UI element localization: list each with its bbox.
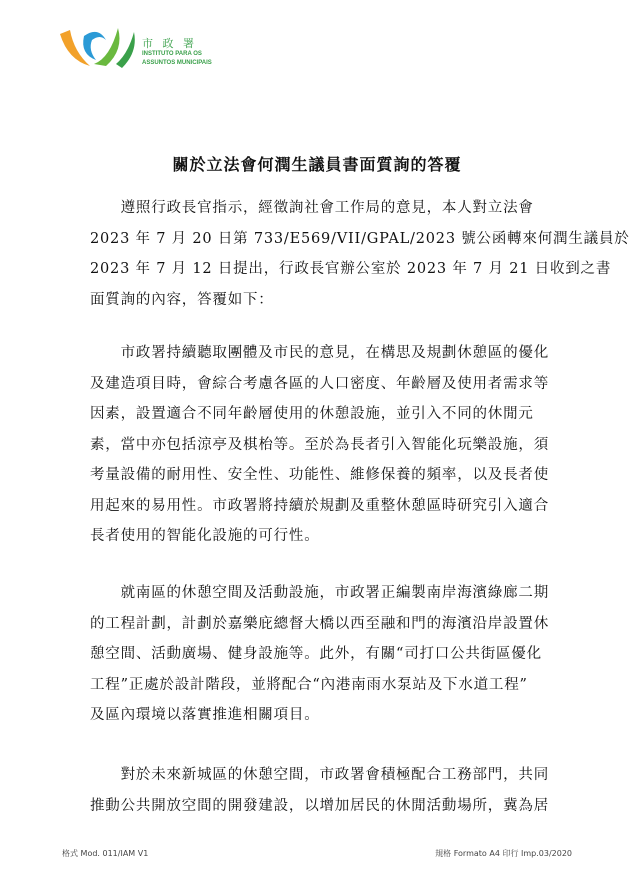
org-name-portuguese-line-2: ASSUNTOS MUNICIPAIS bbox=[142, 60, 212, 66]
text-line: 對於未來新城區的休憩空間，市政署會積極配合工務部門，共同 bbox=[90, 767, 549, 783]
text-line: 2023 年 7 月 12 日提出，行政長官辦公室於 2023 年 7 月 21 日收到之書 bbox=[90, 261, 612, 277]
paragraph-4 bbox=[90, 760, 590, 821]
footer-form-code: 格式 Mod. 011/IAM V1 bbox=[62, 849, 149, 858]
paragraph-2 bbox=[90, 338, 590, 552]
text-line: 遵照行政長官指示，經徵詢社會工作局的意見，本人對立法會 bbox=[90, 200, 534, 216]
paragraph-1 bbox=[90, 193, 630, 315]
text-line: 長者使用的智能化設施的可行性。 bbox=[90, 528, 320, 544]
text-line: 推動公共開放空間的開發建設，以增加居民的休閒活動場所，冀為居 bbox=[90, 797, 549, 814]
document-title: 關於立法會何潤生議員書面質詢的答覆 bbox=[172, 155, 462, 174]
text-line: 素，當中亦包括涼亭及棋枱等。至於為長者引入智能化玩樂設施，須 bbox=[90, 436, 549, 453]
text-line: 憩空間、活動廣場、健身設施等。此外，有關“司打口公共街區優化 bbox=[90, 646, 542, 662]
text-line: 2023 年 7 月 20 日第 733/E569/VII/GPAL/2023 號公函轉來何潤生議員於 bbox=[90, 230, 630, 247]
text-line: 就南區的休憩空間及活動設施，市政署正編製南岸海濱綠廊二期 bbox=[90, 585, 549, 601]
text-line: 面質詢的內容，答覆如下： bbox=[90, 291, 274, 308]
text-line: 的工程計劃，計劃於嘉樂庇總督大橋以西至融和門的海濱沿岸設置休 bbox=[90, 615, 549, 632]
text-line: 用起來的易用性。市政署將持續於規劃及重整休憩區時研究引入適合 bbox=[90, 497, 549, 514]
text-line: 市政署持續聽取團體及市民的意見，在構思及規劃休憩區的優化 bbox=[90, 345, 549, 361]
institute-logo bbox=[58, 24, 218, 74]
text-line: 及建造項目時，會綜合考慮各區的人口密度、年齡層及使用者需求等 bbox=[90, 375, 549, 392]
text-line: 及區內環境以落實推進相關項目。 bbox=[90, 707, 320, 723]
org-name-portuguese-line-1: INSTITUTO PARA OS bbox=[142, 51, 202, 57]
paragraph-3 bbox=[90, 578, 590, 731]
iam-emblem-icon bbox=[58, 24, 138, 74]
text-line: 工程”正處於設計階段，並將配合“內港南雨水泵站及下水道工程” bbox=[90, 676, 528, 693]
footer-format-info: 規格 Formato A4 印行 Imp.03/2020 bbox=[435, 849, 572, 858]
text-line: 考量設備的耐用性、安全性、功能性、維修保養的頻率，以及長者使 bbox=[90, 467, 549, 483]
org-name-chinese: 市 政 署 bbox=[142, 37, 197, 50]
text-line: 因素，設置適合不同年齡層使用的休憩設施，並引入不同的休閒元 bbox=[90, 406, 534, 422]
institute-logo-text bbox=[142, 38, 212, 67]
